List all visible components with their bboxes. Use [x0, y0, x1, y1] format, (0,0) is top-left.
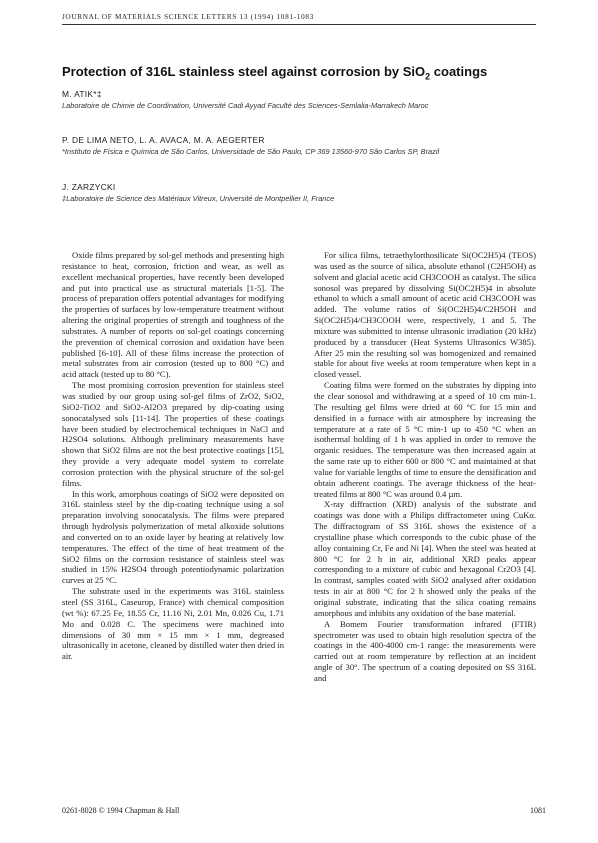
paragraph: Coating films were formed on the substrates by dipping into the clear sonosol and withdrawing at a speed of 10 cm min-1. The resulting gel films were dried at 60 °C for 15 min and densified in a furnace with air atmosphere by increasing the temperature at a rate of 5 °C min-1 up to 450 °C when an isothermal holding of 1 h was applied in order to remove the organic residues. The temperature was then increased again at the same rate up to either 600 or 800 °C and maintained at that value for variable lengths of time to ensure the densification and obtain adherent coatings. The average thickness of the heat-treated films at 800 °C was around 0.4 µm.: [314, 380, 536, 499]
paragraph: For silica films, tetraethylorthosilicate Si(OC2H5)4 (TEOS) was used as the source of silica, absolute ethanol (C2H5OH) as solvent and glacial acetic acid CH3COOH as catalyst. The silica sonosol was prepared by dissolving Si(OC2H5)4 in absolute ethanol to which a small amount of acetic acid CH3COOH was added. The volume ratios of Si(OC2H5)4/C2H5OH and Si(OC2H5)4/CH3COOH were, respectively, 1 and 5. The mixture was submitted to intense ultrasonic irradiation (20 kHz) produced by a transducer (Heat Systems Ultrasonics W385). After 25 min the resulting sol was homogenized and remained stable for about five weeks at room temperature when kept in a closed vessel.: [314, 250, 536, 380]
affiliation-3: ‡Laboratoire de Science des Matériaux Vitreux, Université de Montpellier II, France: [62, 194, 335, 203]
author-group-2: P. DE LIMA NETO, L. A. AVACA, M. A. AEGERTER: [62, 135, 265, 145]
body-column-left: [62, 250, 284, 662]
author-group-1: M. ATIK*‡: [62, 89, 102, 99]
footer-copyright: 0261-8028 © 1994 Chapman & Hall: [62, 806, 180, 815]
page-number: 1081: [530, 806, 546, 815]
paragraph: X-ray diffraction (XRD) analysis of the substrate and coatings was done with a Philips diffractometer using CuKα. The diffractogram of SS 316L shows the existence of a crystalline phase which corresponds to the cubic phase of the alloy containing Cr, Fe and Ni [4]. When the steel was heated at 800 °C for 2 h in air, additional XRD peaks appear corresponding to a mixture of cubic and hexagonal Cr2O3 [4]. In contrast, samples coated with SiO2 analysed after oxidation tests in air at 800 °C for 2 h showed only the peaks of the original substrate, indicating that the silica coating remains amorphous and inhibits any oxidation of the base material.: [314, 499, 536, 618]
affiliation-1: Laboratoire de Chimie de Coordination, Université Cadi Ayyad Faculté des Sciences-Semlalia-Marrakech Maroc: [62, 101, 429, 110]
paragraph: The most promising corrosion prevention for stainless steel was studied by our group using sol-gel films of ZrO2, SiO2, SiO2-TiO2 and SiO2-Al2O3 prepared by dip-coating using sonocatalysed sols [11-14]. The properties of these coatings have been studied by electrochemical techniques in NaCl and H2SO4 solutions. Although preliminary measurements have shown that SiO2 films are not the best protective coatings [15], they provide a very adequate model system to correlate corrosion protection with the physical structure of the sol-gel films.: [62, 380, 284, 488]
affiliation-2: *Instituto de Física e Química de São Carlos, Universidade de São Paulo, CP 369 13560-970 São Carlos SP, Brazil: [62, 147, 440, 156]
header-rule: [62, 24, 536, 25]
paragraph: Oxide films prepared by sol-gel methods and presenting high resistance to heat, corrosion, friction and wear, as well as excellent mechanical properties, have recently been developed and put into practical use as structural materials [1-5]. The process of preparation offers potential advantages for modifying the properties of surfaces by low-temperature treatment without altering the original properties of strength and toughness of the substrates. A number of reports on sol-gel coatings concerning the prevention of chemical corrosion and oxidation have been published [6-10]. All of these films increase the protection of metal substrates from air corrosion (tested up to 800 °C) and acid attack (tested up to 80 °C).: [62, 250, 284, 380]
paragraph: In this work, amorphous coatings of SiO2 were deposited on 316L stainless steel by the dip-coating technique using a sol preparation involving sonocatalysis. The films were prepared through hydrolysis polymerization of metal alkoxide solutions and converted on to an oxide layer by heating at relatively low temperatures. The effect of the time of heat treatment of the SiO2 films on the corrosion resistance of stainless steel was studied in 15% H2SO4 through potentiodynamic polarization curves at 25 °C.: [62, 488, 284, 586]
author-group-3: J. ZARZYCKI: [62, 182, 116, 192]
paper-title: Protection of 316L stainless steel against corrosion by SiO$_2$ coatings: [62, 64, 488, 82]
paragraph: The substrate used in the experiments was 316L stainless steel (SS 316L, Caseurop, France) with chemical composition (wt %): 67.25 Fe, 18.55 Cr, 11.16 Ni, 2.01 Mn, 0.026 Cu, 1.71 Mo and 0.028 C. The specimens were machined into dimensions of 30 mm × 15 mm × 1 mm, degreased ultrasonically in acetone, cleaned by distilled water then dried in air.: [62, 586, 284, 662]
paragraph: A Bomem Fourier transformation infrared (FTIR) spectrometer was used to obtain high resolution spectra of the coatings in the 400-4000 cm-1 range: the measurements were carried out at room temperature by reflection at an incident angle of 30°. The spectrum of a coating deposited on SS 316L and: [314, 618, 536, 683]
body-column-right: [314, 250, 536, 684]
journal-header: JOURNAL OF MATERIALS SCIENCE LETTERS 13 (1994) 1081-1083: [62, 13, 314, 21]
